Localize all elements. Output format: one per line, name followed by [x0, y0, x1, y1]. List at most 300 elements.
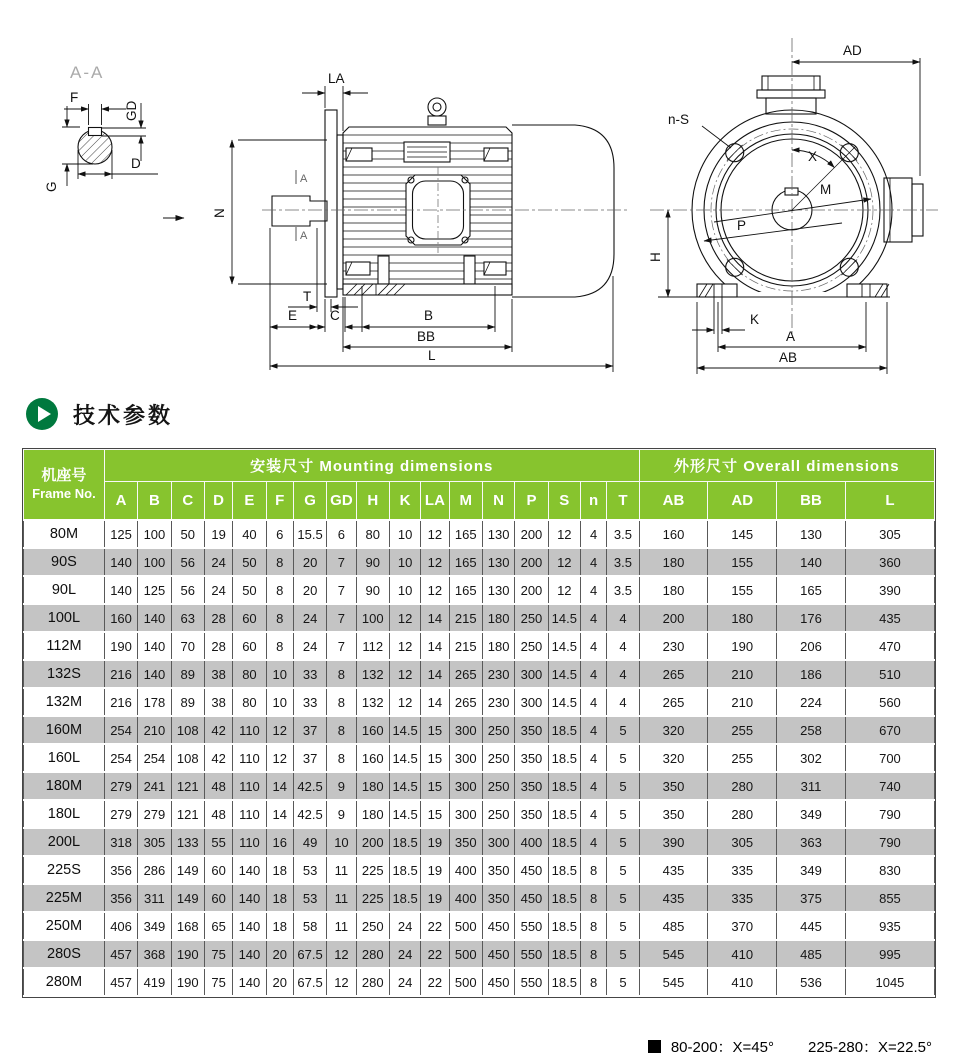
value-cell: 121 [171, 772, 204, 800]
value-cell: 110 [233, 744, 266, 772]
value-cell: 254 [104, 744, 137, 772]
value-cell: 560 [845, 688, 934, 716]
column-letters-row [24, 482, 935, 521]
value-cell: 280 [356, 940, 389, 968]
value-cell: 4 [580, 548, 606, 576]
column-header-E: E [233, 482, 266, 521]
value-cell: 110 [233, 800, 266, 828]
value-cell: 350 [482, 884, 514, 912]
value-cell: 200 [515, 520, 548, 548]
value-cell: 450 [482, 968, 514, 996]
value-cell: 24 [204, 548, 232, 576]
value-cell: 700 [845, 744, 934, 772]
column-header-LA: LA [421, 482, 449, 521]
value-cell: 18.5 [548, 800, 580, 828]
value-cell: 265 [639, 688, 708, 716]
value-cell: 14 [421, 632, 449, 660]
value-cell: 33 [293, 688, 326, 716]
value-cell: 56 [171, 548, 204, 576]
value-cell: 254 [104, 716, 137, 744]
value-cell: 311 [138, 884, 171, 912]
column-header-K: K [389, 482, 420, 521]
value-cell: 265 [449, 660, 482, 688]
dimensions-table [23, 449, 935, 997]
dim-label-n: N [212, 208, 227, 218]
value-cell: 140 [233, 856, 266, 884]
value-cell: 305 [138, 828, 171, 856]
value-cell: 160 [104, 604, 137, 632]
value-cell: 670 [845, 716, 934, 744]
value-cell: 14.5 [389, 716, 420, 744]
value-cell: 400 [449, 856, 482, 884]
value-cell: 132 [356, 660, 389, 688]
value-cell: 5 [607, 940, 639, 968]
table-row [24, 828, 935, 856]
value-cell: 37 [293, 744, 326, 772]
value-cell: 11 [327, 884, 356, 912]
value-cell: 550 [515, 912, 548, 940]
value-cell: 8 [266, 576, 293, 604]
table-body [24, 520, 935, 996]
frame-no-cell: 160M [24, 716, 105, 744]
value-cell: 160 [356, 744, 389, 772]
frame-no-cell: 90L [24, 576, 105, 604]
value-cell: 14.5 [548, 604, 580, 632]
value-cell: 250 [482, 800, 514, 828]
value-cell: 90 [356, 548, 389, 576]
column-header-M: M [449, 482, 482, 521]
dim-label-bb: BB [417, 329, 436, 344]
value-cell: 265 [449, 688, 482, 716]
value-cell: 320 [639, 716, 708, 744]
value-cell: 300 [449, 744, 482, 772]
value-cell: 500 [449, 968, 482, 996]
value-cell: 24 [389, 912, 420, 940]
section-marker-a-top: A [300, 173, 308, 185]
value-cell: 790 [845, 828, 934, 856]
value-cell: 4 [580, 520, 606, 548]
value-cell: 363 [777, 828, 846, 856]
value-cell: 20 [266, 968, 293, 996]
value-cell: 375 [777, 884, 846, 912]
frame-no-cell: 280M [24, 968, 105, 996]
value-cell: 5 [607, 800, 639, 828]
value-cell: 250 [482, 744, 514, 772]
value-cell: 500 [449, 912, 482, 940]
value-cell: 140 [104, 576, 137, 604]
frame-no-cell: 90S [24, 548, 105, 576]
value-cell: 995 [845, 940, 934, 968]
value-cell: 335 [708, 884, 777, 912]
value-cell: 165 [449, 548, 482, 576]
section-header [26, 398, 173, 430]
value-cell: 5 [607, 912, 639, 940]
value-cell: 12 [389, 660, 420, 688]
frame-no-header-en: Frame No. [32, 485, 96, 501]
column-header-F: F [266, 482, 293, 521]
value-cell: 300 [515, 688, 548, 716]
value-cell: 230 [639, 632, 708, 660]
value-cell: 419 [138, 968, 171, 996]
value-cell: 4 [607, 632, 639, 660]
value-cell: 5 [607, 856, 639, 884]
value-cell: 14.5 [389, 744, 420, 772]
value-cell: 24 [204, 576, 232, 604]
value-cell: 435 [639, 856, 708, 884]
value-cell: 49 [293, 828, 326, 856]
value-cell: 450 [515, 856, 548, 884]
frame-no-cell: 200L [24, 828, 105, 856]
dim-label-g: G [44, 181, 59, 192]
value-cell: 9 [327, 772, 356, 800]
value-cell: 390 [639, 828, 708, 856]
value-cell: 22 [421, 912, 449, 940]
value-cell: 180 [639, 548, 708, 576]
frame-no-cell: 132M [24, 688, 105, 716]
value-cell: 12 [327, 968, 356, 996]
value-cell: 4 [607, 688, 639, 716]
value-cell: 12 [421, 548, 449, 576]
value-cell: 63 [171, 604, 204, 632]
column-header-C: C [171, 482, 204, 521]
value-cell: 50 [233, 548, 266, 576]
value-cell: 4 [580, 800, 606, 828]
column-header-D: D [204, 482, 232, 521]
value-cell: 18 [266, 856, 293, 884]
value-cell: 19 [204, 520, 232, 548]
value-cell: 5 [607, 772, 639, 800]
value-cell: 350 [449, 828, 482, 856]
value-cell: 485 [639, 912, 708, 940]
value-cell: 48 [204, 772, 232, 800]
value-cell: 350 [515, 800, 548, 828]
value-cell: 855 [845, 884, 934, 912]
value-cell: 935 [845, 912, 934, 940]
dim-label-f: F [70, 90, 79, 105]
value-cell: 4 [580, 576, 606, 604]
value-cell: 390 [845, 576, 934, 604]
dim-label-ns: n-S [668, 112, 690, 127]
value-cell: 12 [327, 940, 356, 968]
value-cell: 108 [171, 744, 204, 772]
dim-label-d: D [131, 156, 141, 171]
frame-no-cell: 225S [24, 856, 105, 884]
value-cell: 4 [607, 604, 639, 632]
dim-label-gd: GD [124, 100, 139, 121]
value-cell: 15 [421, 744, 449, 772]
value-cell: 10 [389, 576, 420, 604]
table-row [24, 884, 935, 912]
value-cell: 14.5 [548, 688, 580, 716]
value-cell: 130 [482, 548, 514, 576]
value-cell: 302 [777, 744, 846, 772]
dim-label-t: T [303, 289, 312, 304]
dim-label-m: M [820, 182, 832, 197]
value-cell: 38 [204, 688, 232, 716]
value-cell: 1045 [845, 968, 934, 996]
value-cell: 140 [138, 660, 171, 688]
value-cell: 12 [548, 548, 580, 576]
value-cell: 186 [777, 660, 846, 688]
column-header-GD: GD [327, 482, 356, 521]
table-row [24, 856, 935, 884]
value-cell: 9 [327, 800, 356, 828]
value-cell: 350 [515, 772, 548, 800]
value-cell: 10 [266, 660, 293, 688]
value-cell: 216 [104, 688, 137, 716]
value-cell: 4 [580, 744, 606, 772]
value-cell: 280 [708, 800, 777, 828]
value-cell: 224 [777, 688, 846, 716]
value-cell: 12 [548, 576, 580, 604]
value-cell: 210 [138, 716, 171, 744]
value-cell: 305 [845, 520, 934, 548]
value-cell: 145 [708, 520, 777, 548]
value-cell: 89 [171, 660, 204, 688]
value-cell: 58 [293, 912, 326, 940]
column-header-N: N [482, 482, 514, 521]
value-cell: 140 [233, 968, 266, 996]
group-header-row [24, 450, 935, 482]
value-cell: 4 [580, 772, 606, 800]
table-row [24, 716, 935, 744]
value-cell: 485 [777, 940, 846, 968]
value-cell: 200 [639, 604, 708, 632]
value-cell: 40 [233, 520, 266, 548]
frame-no-cell: 225M [24, 884, 105, 912]
value-cell: 250 [515, 604, 548, 632]
value-cell: 435 [845, 604, 934, 632]
value-cell: 130 [482, 520, 514, 548]
frame-no-cell: 180L [24, 800, 105, 828]
value-cell: 8 [580, 940, 606, 968]
value-cell: 4 [580, 688, 606, 716]
value-cell: 20 [293, 576, 326, 604]
value-cell: 279 [104, 772, 137, 800]
value-cell: 60 [204, 884, 232, 912]
value-cell: 140 [233, 884, 266, 912]
table-row [24, 660, 935, 688]
value-cell: 200 [515, 576, 548, 604]
frame-no-cell: 180M [24, 772, 105, 800]
value-cell: 160 [639, 520, 708, 548]
value-cell: 15 [421, 772, 449, 800]
frame-no-cell: 160L [24, 744, 105, 772]
table-row [24, 744, 935, 772]
value-cell: 125 [138, 576, 171, 604]
black-square-icon [648, 1040, 661, 1053]
footnote-item-1 [648, 1036, 774, 1057]
value-cell: 300 [449, 716, 482, 744]
value-cell: 279 [104, 800, 137, 828]
dim-label-a: A [786, 329, 796, 344]
value-cell: 5 [607, 828, 639, 856]
value-cell: 149 [171, 884, 204, 912]
value-cell: 470 [845, 632, 934, 660]
value-cell: 254 [138, 744, 171, 772]
value-cell: 4 [580, 604, 606, 632]
value-cell: 24 [293, 604, 326, 632]
value-cell: 250 [356, 912, 389, 940]
value-cell: 12 [548, 520, 580, 548]
value-cell: 42 [204, 744, 232, 772]
value-cell: 545 [639, 940, 708, 968]
value-cell: 311 [777, 772, 846, 800]
value-cell: 18.5 [548, 716, 580, 744]
value-cell: 140 [233, 940, 266, 968]
table-row [24, 576, 935, 604]
value-cell: 15.5 [293, 520, 326, 548]
value-cell: 155 [708, 576, 777, 604]
value-cell: 121 [171, 800, 204, 828]
value-cell: 435 [639, 884, 708, 912]
value-cell: 318 [104, 828, 137, 856]
value-cell: 3.5 [607, 576, 639, 604]
value-cell: 280 [708, 772, 777, 800]
motor-side-view [212, 71, 628, 372]
value-cell: 100 [138, 548, 171, 576]
value-cell: 12 [266, 744, 293, 772]
value-cell: 545 [639, 968, 708, 996]
section-marker-a-bottom: A [300, 230, 308, 242]
value-cell: 65 [204, 912, 232, 940]
value-cell: 100 [138, 520, 171, 548]
value-cell: 18.5 [389, 856, 420, 884]
value-cell: 10 [327, 828, 356, 856]
value-cell: 160 [356, 716, 389, 744]
column-header-L: L [845, 482, 934, 521]
value-cell: 368 [138, 940, 171, 968]
value-cell: 250 [482, 772, 514, 800]
value-cell: 790 [845, 800, 934, 828]
table-row [24, 940, 935, 968]
value-cell: 24 [389, 968, 420, 996]
keyway [89, 128, 102, 136]
value-cell: 230 [482, 688, 514, 716]
value-cell: 230 [482, 660, 514, 688]
column-header-n: n [580, 482, 606, 521]
value-cell: 18 [266, 884, 293, 912]
value-cell: 110 [233, 828, 266, 856]
value-cell: 18.5 [548, 828, 580, 856]
value-cell: 450 [515, 884, 548, 912]
value-cell: 300 [515, 660, 548, 688]
table-row [24, 688, 935, 716]
technical-drawing [0, 0, 956, 396]
value-cell: 305 [708, 828, 777, 856]
value-cell: 536 [777, 968, 846, 996]
value-cell: 18.5 [548, 912, 580, 940]
value-cell: 168 [171, 912, 204, 940]
value-cell: 110 [233, 716, 266, 744]
value-cell: 149 [171, 856, 204, 884]
value-cell: 5 [607, 716, 639, 744]
footnote-item-2 [808, 1036, 932, 1057]
value-cell: 4 [607, 660, 639, 688]
value-cell: 14.5 [548, 660, 580, 688]
value-cell: 258 [777, 716, 846, 744]
value-cell: 18 [266, 912, 293, 940]
value-cell: 349 [777, 800, 846, 828]
frame-no-cell: 132S [24, 660, 105, 688]
value-cell: 180 [356, 772, 389, 800]
footnote-text-2: 225-280：X=22.5° [807, 1039, 932, 1056]
value-cell: 60 [233, 604, 266, 632]
value-cell: 180 [482, 604, 514, 632]
column-header-P: P [515, 482, 548, 521]
mounting-dimensions-header: 安装尺寸 Mounting dimensions [104, 450, 639, 482]
value-cell: 14.5 [389, 800, 420, 828]
value-cell: 70 [171, 632, 204, 660]
value-cell: 280 [356, 968, 389, 996]
column-header-H: H [356, 482, 389, 521]
value-cell: 210 [708, 660, 777, 688]
motor-front-view [648, 38, 938, 374]
value-cell: 80 [356, 520, 389, 548]
value-cell: 20 [266, 940, 293, 968]
value-cell: 48 [204, 800, 232, 828]
value-cell: 16 [266, 828, 293, 856]
value-cell: 55 [204, 828, 232, 856]
value-cell: 14 [266, 800, 293, 828]
column-header-B: B [138, 482, 171, 521]
value-cell: 250 [515, 632, 548, 660]
value-cell: 75 [204, 940, 232, 968]
value-cell: 50 [171, 520, 204, 548]
value-cell: 12 [389, 688, 420, 716]
value-cell: 11 [327, 912, 356, 940]
column-header-S: S [548, 482, 580, 521]
value-cell: 14.5 [389, 772, 420, 800]
value-cell: 225 [356, 856, 389, 884]
value-cell: 28 [204, 632, 232, 660]
value-cell: 190 [171, 940, 204, 968]
value-cell: 14 [421, 660, 449, 688]
column-header-T: T [607, 482, 639, 521]
value-cell: 19 [421, 856, 449, 884]
value-cell: 350 [639, 772, 708, 800]
footnote-text-1: 80-200：X=45° [670, 1039, 774, 1056]
dim-label-ab: AB [779, 350, 798, 365]
value-cell: 450 [482, 912, 514, 940]
value-cell: 286 [138, 856, 171, 884]
table-row [24, 520, 935, 548]
value-cell: 180 [639, 576, 708, 604]
value-cell: 200 [515, 548, 548, 576]
value-cell: 20 [293, 548, 326, 576]
value-cell: 14 [266, 772, 293, 800]
value-cell: 10 [266, 688, 293, 716]
value-cell: 14 [421, 688, 449, 716]
value-cell: 53 [293, 884, 326, 912]
value-cell: 8 [266, 548, 293, 576]
dimensions-table-wrap [22, 448, 936, 998]
dim-label-b: B [424, 308, 434, 323]
value-cell: 740 [845, 772, 934, 800]
frame-no-cell: 280S [24, 940, 105, 968]
value-cell: 178 [138, 688, 171, 716]
value-cell: 10 [389, 520, 420, 548]
value-cell: 4 [580, 828, 606, 856]
value-cell: 445 [777, 912, 846, 940]
value-cell: 133 [171, 828, 204, 856]
value-cell: 265 [639, 660, 708, 688]
value-cell: 8 [266, 604, 293, 632]
table-row [24, 968, 935, 996]
dim-label-ad: AD [843, 43, 862, 58]
value-cell: 300 [449, 772, 482, 800]
value-cell: 320 [639, 744, 708, 772]
